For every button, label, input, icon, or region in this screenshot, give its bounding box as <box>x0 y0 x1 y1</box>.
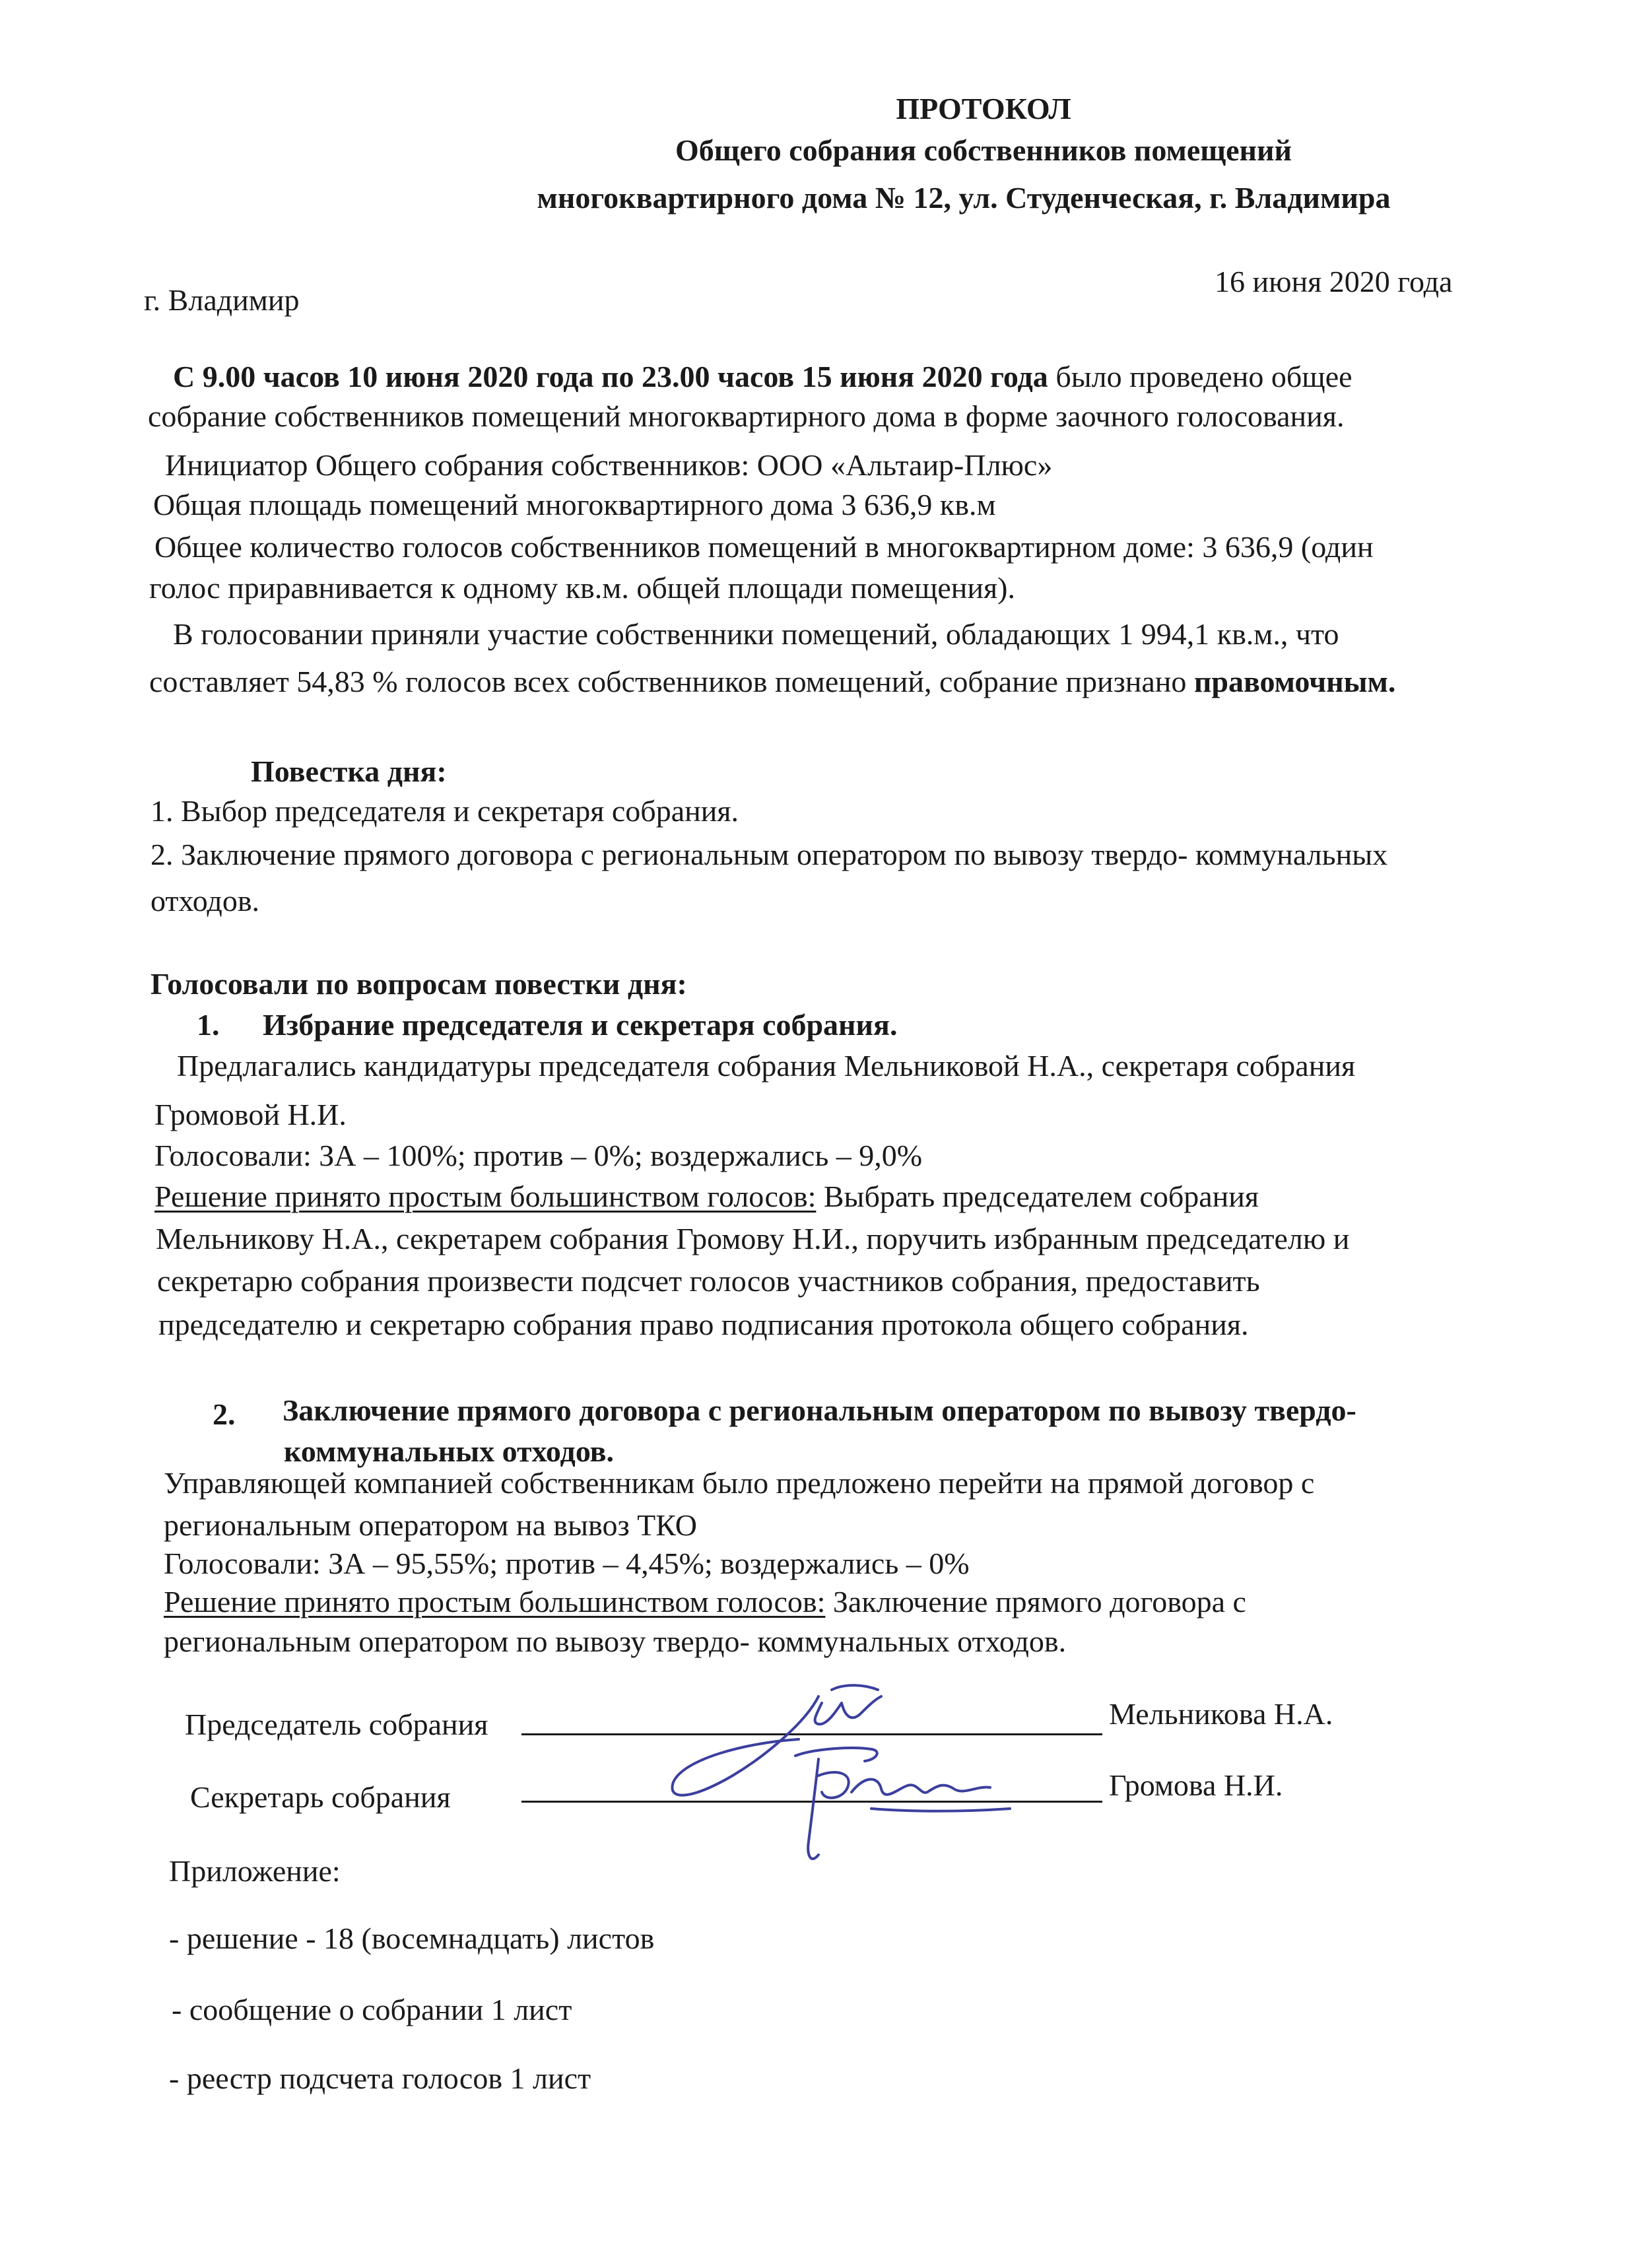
question-1-result: Голосовали: ЗА – 100%; против – 0%; воздержались – 9,0% <box>154 1139 923 1172</box>
question-2-line-1: Управляющей компанией собственникам было предложено перейти на прямой договор с <box>164 1466 1315 1500</box>
question-1-line-1: Предлагались кандидатуры председателя собрания Мельниковой Н.А., секретаря собрания <box>177 1049 1356 1083</box>
secretary-name: Громова Н.И. <box>1109 1768 1283 1802</box>
quorum-status: правомочным. <box>1193 665 1396 698</box>
agenda-item-2-line-2: отходов. <box>150 884 260 917</box>
question-1-decision-line-4: председателю и секретарю собрания право подписания протокола общего собрания. <box>158 1308 1249 1341</box>
question-2-decision-label: Решение принято простым большинством голосов: <box>164 1585 826 1618</box>
intro-line-1 <box>173 362 1353 392</box>
question-1-decision-label: Решение принято простым большинством голосов: <box>154 1180 817 1213</box>
city: г. Владимир <box>144 283 300 317</box>
question-1-decision-line-1 <box>154 1182 1259 1212</box>
chair-name: Мельникова Н.А. <box>1109 1697 1333 1731</box>
question-1-decision-line-3: секретарю собрания произвести подсчет голосов участников собрания, предоставить <box>157 1264 1260 1298</box>
document-subtitle-1: Общего собрания собственников помещений <box>675 133 1292 167</box>
question-2-line-2: региональным оператором на вывоз ТКО <box>164 1508 697 1542</box>
participation-line-2 <box>149 667 1395 697</box>
question-2-number: 2. <box>213 1397 236 1431</box>
intro-line-2: собрание собственников помещений многоквартирного дома в форме заочного голосования. <box>148 399 1345 433</box>
question-2-result: Голосовали: ЗА – 95,55%; против – 4,45%; воздержались – 0% <box>164 1547 970 1580</box>
document-subtitle-2: многоквартирного дома № 12, ул. Студенческая, г. Владимира <box>537 181 1391 215</box>
initiator: Инициатор Общего собрания собственников: ООО «Альтаир-Плюс» <box>165 448 1053 482</box>
question-2-decision-line-1 <box>164 1587 1246 1617</box>
secretary-label: Секретарь собрания <box>190 1780 451 1814</box>
question-1-number: 1. <box>197 1008 220 1042</box>
question-2-decision-text: Заключение прямого договора с <box>825 1585 1246 1618</box>
meeting-period: С 9.00 часов 10 июня 2020 года по 23.00 часов 15 июня 2020 года <box>173 360 1048 393</box>
question-1-title: Избрание председателя и секретаря собрания. <box>263 1008 898 1042</box>
attachments-heading: Приложение: <box>169 1854 341 1888</box>
document-title: ПРОТОКОЛ <box>896 92 1071 125</box>
handwritten-signatures <box>653 1677 1050 1868</box>
agenda-item-2-line-1: 2. Заключение прямого договора с региональным оператором по вывозу твердо- коммунальных <box>150 838 1388 871</box>
total-area: Общая площадь помещений многоквартирного дома 3 636,9 кв.м <box>153 488 996 521</box>
total-votes-line-1: Общее количество голосов собственников помещений в многоквартирном доме: 3 636,9 (один <box>154 530 1374 564</box>
attachment-item-1: - решение - 18 (восемнадцать) листов <box>169 1921 655 1955</box>
participation-line-1: В голосовании приняли участие собственники помещений, обладающих 1 994,1 кв.м., что <box>173 617 1339 651</box>
question-1-line-2: Громовой Н.И. <box>154 1098 347 1131</box>
intro-line-1-rest: было проведено общее <box>1048 360 1353 393</box>
question-2-title-line-2: коммунальных отходов. <box>284 1434 615 1468</box>
voting-heading: Голосовали по вопросам повестки дня: <box>150 967 687 1001</box>
agenda-item-1: 1. Выбор председателя и секретаря собрания. <box>150 794 739 828</box>
question-1-decision-text: Выбрать председателем собрания <box>816 1180 1259 1213</box>
participation-text: составляет 54,83 % голосов всех собственников помещений, собрание признано <box>149 665 1194 698</box>
attachment-item-3: - реестр подсчета голосов 1 лист <box>169 2061 591 2095</box>
chair-label: Председатель собрания <box>185 1708 488 1741</box>
date: 16 июня 2020 года <box>1215 265 1453 298</box>
question-2-decision-line-2: региональным оператором по вывозу твердо- коммунальных отходов. <box>164 1624 1067 1658</box>
agenda-heading: Повестка дня: <box>251 754 447 788</box>
question-2-title-line-1: Заключение прямого договора с региональным оператором по вывозу твердо- <box>283 1393 1356 1427</box>
total-votes-line-2: голос приравнивается к одному кв.м. общей площади помещения). <box>149 571 1015 605</box>
attachment-item-2: - сообщение о собрании 1 лист <box>172 1993 572 2026</box>
question-1-decision-line-2: Мельникову Н.А., секретарем собрания Громову Н.И., поручить избранным председателю и <box>156 1222 1350 1255</box>
